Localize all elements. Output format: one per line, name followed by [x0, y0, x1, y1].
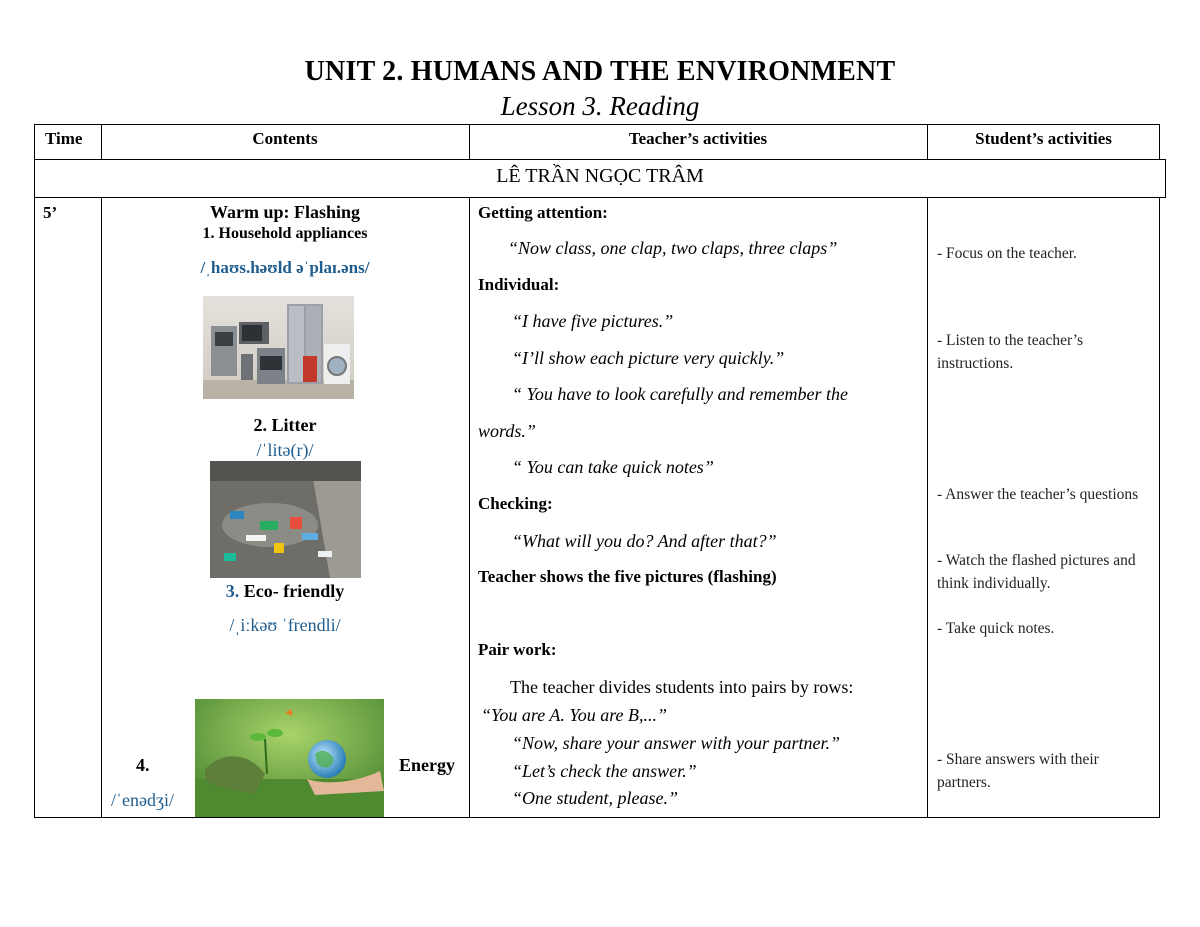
teacher-line-6: “What will you do? And after that?” — [512, 531, 777, 551]
item4-label: Energy — [399, 755, 455, 775]
teacher-line-9: “Now, share your answer with your partner.” — [512, 733, 841, 753]
flashing-instruction: Teacher shows the five pictures (flashing) — [478, 567, 777, 586]
pair-work-heading: Pair work: — [478, 640, 557, 659]
teacher-line-4b: words.” — [478, 421, 536, 441]
student-activity-3: - Answer the teacher’s questions — [937, 486, 1139, 503]
student-activity-6: - Share answers with their partners. — [937, 751, 1099, 791]
student-activity-4: - Watch the flashed pictures and think individually. — [937, 552, 1136, 592]
student-activity-5: - Take quick notes. — [937, 620, 1055, 637]
item4-number: 4. — [136, 755, 150, 775]
header-time: Time — [45, 129, 83, 148]
item4-ipa: /ˈenədʒi/ — [111, 790, 174, 810]
teacher-line-1: “Now class, one clap, two claps, three claps” — [508, 238, 838, 258]
individual-heading: Individual: — [478, 275, 560, 294]
student-activity-1: - Focus on the teacher. — [937, 245, 1077, 262]
teacher-line-11: “One student, please.” — [512, 788, 678, 808]
litter-image — [210, 461, 361, 578]
item3-number: 3. — [225, 581, 240, 601]
item1-ipa: /ˌhaʊs.həʊld əˈplaɪ.əns/ — [200, 258, 370, 277]
header-contents: Contents — [252, 129, 318, 148]
getting-attention-heading: Getting attention: — [478, 203, 608, 222]
item1-label: 1. Household appliances — [202, 225, 368, 242]
item3-label-row — [101, 581, 469, 601]
checking-heading: Checking: — [478, 494, 553, 513]
header-teacher-activities: Teacher’s activities — [628, 129, 768, 148]
student-activity-2: - Listen to the teacher’s instructions. — [937, 332, 1084, 372]
teacher-line-5: “ You can take quick notes” — [512, 457, 714, 477]
household-appliances-image — [203, 296, 354, 399]
author-name: LÊ TRẦN NGỌC TRÂM — [496, 165, 704, 187]
item3-ipa: /ˌiːkəʊ ˈfrendli/ — [229, 615, 341, 635]
teacher-line-2: “I have five pictures.” — [512, 311, 674, 331]
time-value: 5’ — [43, 203, 58, 222]
item2-label: 2. Litter — [253, 415, 317, 435]
document-title: UNIT 2. HUMANS AND THE ENVIRONMENT — [304, 56, 896, 87]
item3-label: Eco- friendly — [239, 581, 345, 601]
lesson-subtitle: Lesson 3. Reading — [500, 91, 700, 121]
header-student-activities: Student’s activities — [975, 129, 1112, 148]
warm-up-heading: Warm up: Flashing — [209, 202, 361, 222]
item2-ipa: /ˈlitə(r)/ — [256, 440, 314, 460]
energy-image — [195, 699, 384, 817]
teacher-line-7: The teacher divides students into pairs by rows: — [510, 677, 854, 697]
teacher-line-8: “You are A. You are B,...” — [481, 705, 668, 725]
teacher-line-3: “I’ll show each picture very quickly.” — [512, 348, 785, 368]
teacher-line-10: “Let’s check the answer.” — [512, 761, 697, 781]
teacher-line-4a: “ You have to look carefully and remember the — [512, 384, 848, 404]
